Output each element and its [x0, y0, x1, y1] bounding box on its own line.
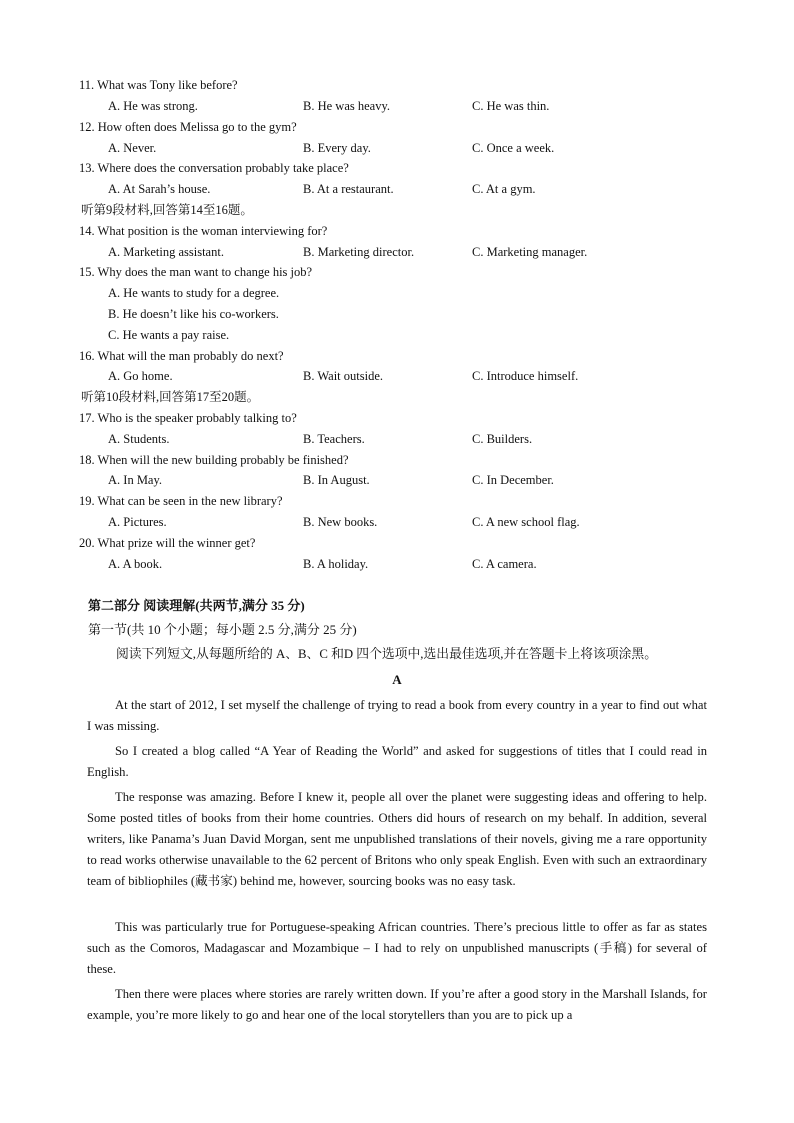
option-a: A. Never. — [108, 141, 157, 155]
question-16 — [79, 348, 284, 364]
option-b: B. He doesn’t like his co-workers. — [108, 307, 279, 321]
question-stem: Who is the speaker probably talking to? — [97, 411, 297, 425]
option-b: B. At a restaurant. — [303, 182, 394, 196]
option-a: A. In May. — [108, 473, 163, 487]
question-number: 15. — [79, 265, 95, 279]
passage-paragraph: At the start of 2012, I set myself the challenge of trying to read a book from every country in a year to find out what I was missing. — [87, 698, 707, 733]
option-a: A. At Sarah’s house. — [108, 182, 211, 196]
question-19 — [79, 493, 283, 509]
question-number: 19. — [79, 494, 95, 508]
question-stem: Why does the man want to change his job? — [97, 265, 313, 279]
question-stem: What position is the woman interviewing for? — [97, 224, 328, 238]
option-a: A. A book. — [108, 557, 163, 571]
question-number: 18. — [79, 453, 95, 467]
option-a: A. Go home. — [108, 369, 173, 383]
listening-material-9-note: 听第9段材料,回答第14至16题。 — [81, 203, 253, 217]
passage-paragraph: So I created a blog called “A Year of Reading the World” and asked for suggestions of titles that I could read in English. — [87, 744, 707, 779]
option-a: A. He was strong. — [108, 99, 198, 113]
option-b: B. Wait outside. — [303, 369, 384, 383]
option-b: B. A holiday. — [303, 557, 369, 571]
passage-paragraph: This was particularly true for Portuguese-speaking African countries. There’s precious little to offer as far as states such as the Comoros, Madagascar and Mozambique – I had to rely on unpublished manuscripts (手稿) for several of these. — [87, 920, 707, 976]
question-11 — [79, 77, 238, 93]
question-13 — [79, 160, 349, 176]
question-stem: What prize will the winner get? — [97, 536, 256, 550]
question-number: 11. — [79, 78, 95, 92]
option-a: A. Pictures. — [108, 515, 167, 529]
option-c: C. Marketing manager. — [472, 245, 588, 259]
option-c: C. He wants a pay raise. — [108, 328, 230, 342]
passage-paragraph: Then there were places where stories are rarely written down. If you’re after a good story in the Marshall Islands, for example, you’re more likely to go and hear one of the local storytellers than you are to pick up a — [87, 987, 707, 1022]
option-c: C. Builders. — [472, 432, 533, 446]
option-b: B. Marketing director. — [303, 245, 415, 259]
listening-material-10-note: 听第10段材料,回答第17至20题。 — [81, 390, 260, 404]
question-stem: What was Tony like before? — [97, 78, 238, 92]
question-number: 12. — [79, 120, 95, 134]
reading-instruction: 阅读下列短文,从每题所给的 A、B、C 和D 四个选项中,选出最佳选项,并在答题卡上将该项涂黑。 — [116, 647, 658, 661]
part2-heading: 第二部分 阅读理解(共两节,满分 35 分) — [88, 598, 305, 613]
question-number: 20. — [79, 536, 95, 550]
option-b: B. He was heavy. — [303, 99, 391, 113]
question-stem: What can be seen in the new library? — [97, 494, 283, 508]
section1-heading: 第一节(共 10 个小题；每小题 2.5 分,满分 25 分) — [88, 622, 357, 637]
option-c: C. In December. — [472, 473, 554, 487]
option-b: B. In August. — [303, 473, 370, 487]
option-c: C. At a gym. — [472, 182, 536, 196]
question-20 — [79, 535, 255, 551]
question-stem: What will the man probably do next? — [97, 349, 284, 363]
passage-paragraph: The response was amazing. Before I knew it, people all over the planet were suggesting ideas and offering to help. Some posted titles of books from their home countries. Others did hours of research on my behalf. In addition, several writers, like Panama’s Juan David Morgan, sent me unpublished translations of their novels, giving me a rare opportunity to read works otherwise unavailable to the 62 percent of Britons who only speak English. Even with such an extraordinary team of bibliophiles (藏书家) behind me, however, sourcing books was no easy task. — [87, 790, 707, 888]
question-18 — [79, 452, 349, 468]
question-number: 16. — [79, 349, 95, 363]
option-a: A. He wants to study for a degree. — [108, 286, 280, 300]
option-c: C. He was thin. — [472, 99, 550, 113]
option-a: A. Students. — [108, 432, 170, 446]
option-c: C. A new school flag. — [472, 515, 580, 529]
question-stem: Where does the conversation probably take place? — [97, 161, 349, 175]
option-b: B. Teachers. — [303, 432, 365, 446]
question-14 — [79, 223, 327, 239]
option-c: C. Once a week. — [472, 141, 555, 155]
question-number: 14. — [79, 224, 95, 238]
question-17 — [79, 410, 297, 426]
question-12 — [79, 119, 297, 135]
option-b: B. New books. — [303, 515, 378, 529]
option-c: C. Introduce himself. — [472, 369, 579, 383]
question-number: 13. — [79, 161, 95, 175]
option-c: C. A camera. — [472, 557, 537, 571]
question-stem: How often does Melissa go to the gym? — [97, 120, 297, 134]
question-15 — [79, 264, 312, 280]
question-stem: When will the new building probably be finished? — [97, 453, 349, 467]
option-a: A. Marketing assistant. — [108, 245, 224, 259]
passage-title: A — [392, 672, 402, 687]
question-number: 17. — [79, 411, 95, 425]
option-b: B. Every day. — [303, 141, 371, 155]
